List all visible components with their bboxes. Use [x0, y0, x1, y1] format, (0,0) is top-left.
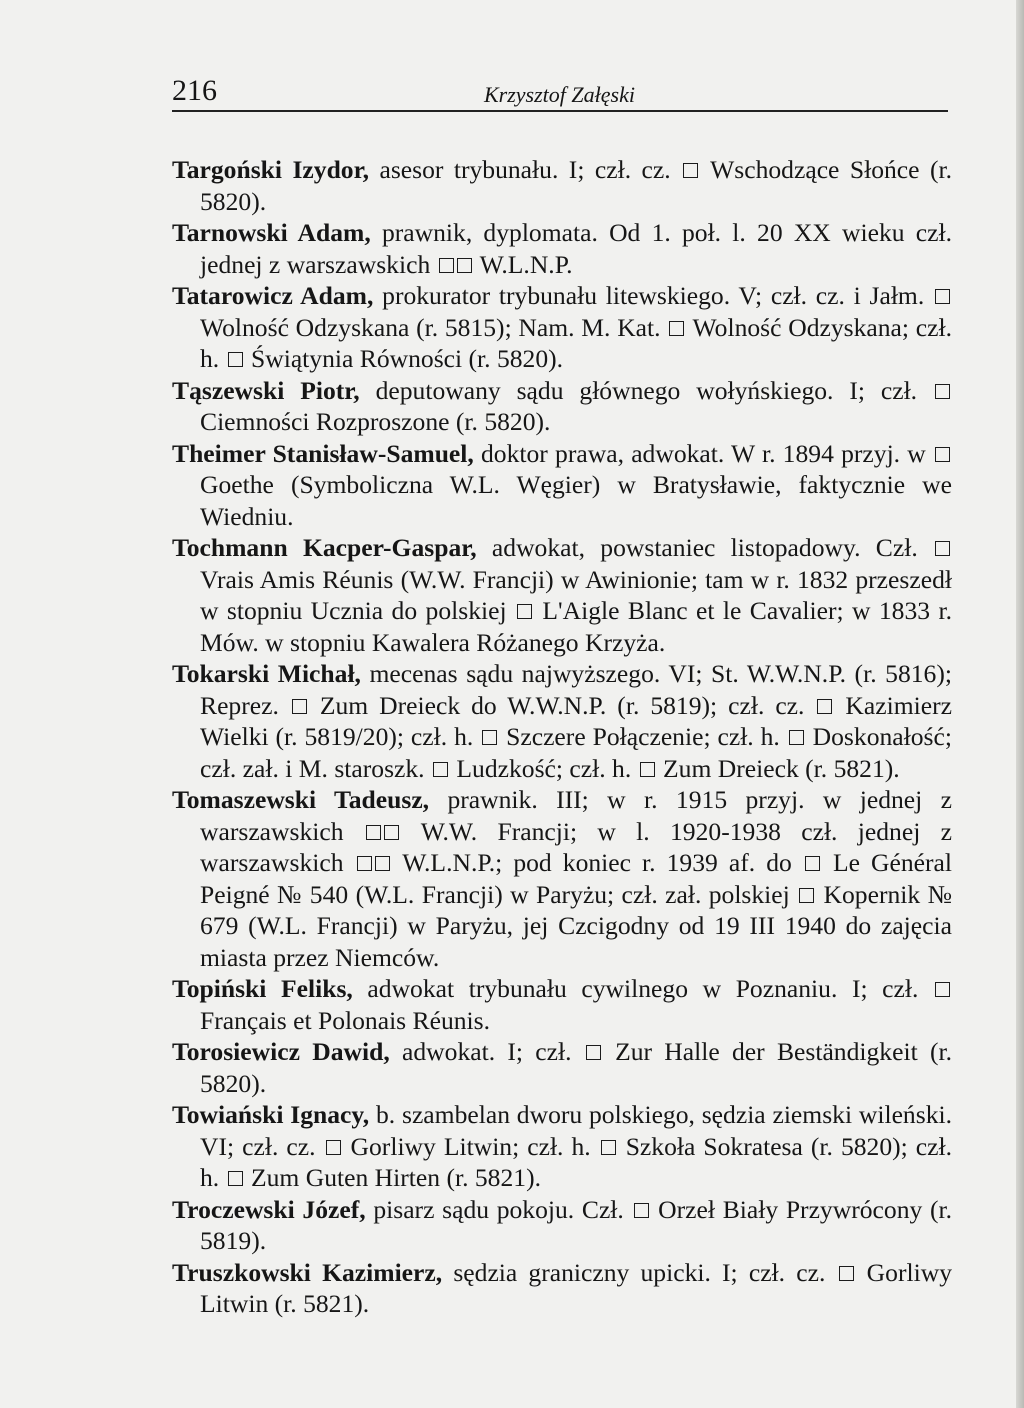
lodge-box-icon: [228, 1171, 243, 1186]
lodge-box-icon: [375, 856, 390, 871]
entry-text: Ludzkość; czł. h.: [449, 753, 638, 783]
entry-text: Vrais Amis Réunis (W.W. Francji) w Awinionie; tam w r. 1832 przeszedł w stopniu Ucznia do polskiej: [200, 564, 952, 625]
lodge-box-icon: [817, 699, 832, 714]
entry-text: deputowany sądu głównego wołyńskiego. I; czł.: [359, 375, 933, 405]
entry: [172, 1099, 952, 1194]
entry-text: W.L.N.P.: [473, 249, 573, 279]
lodge-box-icon: [517, 604, 532, 619]
entry-text: adwokat, powstaniec listopadowy. Czł.: [476, 533, 933, 562]
lodge-box-icon: [669, 321, 684, 336]
entry: [172, 154, 952, 217]
entry: [172, 784, 952, 973]
entry-text: pisarz sądu pokoju. Czł.: [365, 1194, 632, 1224]
lodge-box-icon: [586, 1045, 601, 1060]
lodge-box-icon: [384, 825, 399, 840]
entry-name: Tąszewski Piotr,: [172, 375, 360, 405]
lodge-box-icon: [839, 1266, 854, 1281]
lodge-box-icon: [433, 762, 448, 777]
entry-text: adwokat. I; czł.: [389, 1037, 584, 1066]
lodge-box-icon: [366, 825, 381, 840]
entry-text: doktor prawa, adwokat. W r. 1894 przyj. w: [473, 438, 933, 468]
entry-text: Wschodzące Słońce (r. 5820).: [200, 155, 952, 216]
lodge-box-icon: [799, 888, 814, 903]
entry-name: Tokarski Michał,: [172, 659, 361, 688]
entry: [172, 438, 952, 533]
lodge-box-icon: [935, 384, 950, 399]
entry-text: Gorliwy Litwin (r. 5821).: [200, 1257, 952, 1318]
entry-text: b. szambelan dworu polskiego, sędzia ziemski wileński. VI; czł. cz.: [200, 1100, 952, 1161]
lodge-box-icon: [805, 856, 820, 871]
entry-text: Zum Dreieck (r. 5821).: [656, 753, 900, 783]
entry-text: Wolność Odzyskana (r. 5815); Nam. M. Kat.: [200, 312, 668, 342]
lodge-box-icon: [326, 1140, 341, 1155]
entry-text: sędzia graniczny upicki. I; czł. cz.: [442, 1257, 837, 1287]
entry: [172, 1036, 952, 1099]
entry: [172, 658, 952, 784]
lodge-box-icon: [439, 258, 454, 273]
entry-text: Szkoła Sokratesa (r. 5820); czł. h.: [200, 1131, 953, 1192]
entry-name: Tarnowski Adam,: [172, 218, 371, 247]
entry-text: Le Général Peigné № 540 (W.L. Francji) w Paryżu; czł. zał. polskiej: [200, 848, 953, 909]
entry-name: Troczewski Józef,: [172, 1194, 366, 1224]
lodge-box-icon: [482, 730, 497, 745]
entry: [172, 375, 952, 438]
page-number: 216: [172, 74, 217, 107]
entry: [172, 280, 952, 375]
entry-text: Kopernik № 679 (W.L. Francji) w Paryżu, jej Czcigodny od 19 III 1940 do zajęcia miasta przez Niemców.: [200, 879, 952, 972]
entry-name: Tomaszewski Tadeusz,: [172, 785, 430, 814]
entry-text: Szczere Połączenie; czł. h.: [499, 722, 787, 751]
entry-text: adwokat trybunału cywilnego w Poznaniu. I; czł.: [352, 974, 933, 1003]
entry-name: Towiański Ignacy,: [172, 1100, 370, 1129]
lodge-box-icon: [601, 1140, 616, 1155]
entry-name: Tochmann Kacper-Gaspar,: [172, 533, 477, 562]
entry-text: prawnik. III; w r. 1915 przyj. w jednej z warszawskich: [200, 785, 952, 846]
entry-text: Goethe (Symboliczna W.L. Węgier) w Bratysławie, faktycznie we Wiedniu.: [200, 470, 952, 531]
entry-text: mecenas sądu najwyższego. VI; St. W.W.N.P. (r. 5816); Reprez.: [200, 659, 952, 720]
entry-name: Theimer Stanisław-Samuel,: [172, 438, 474, 468]
entry-text: Français et Polonais Réunis.: [200, 1005, 491, 1035]
dictionary-entries: [172, 154, 952, 1320]
entry-name: Topiński Feliks,: [172, 974, 353, 1003]
lodge-box-icon: [683, 163, 698, 178]
lodge-box-icon: [357, 856, 372, 871]
entry-text: Ciemności Rozproszone (r. 5820).: [200, 407, 551, 436]
entry-text: Zur Halle der Beständigkeit (r. 5820).: [200, 1037, 952, 1098]
page-header: [172, 72, 948, 112]
entry-text: prokurator trybunału litewskiego. V; czł. cz. i Jałm.: [373, 281, 933, 310]
lodge-box-icon: [935, 541, 950, 556]
lodge-box-icon: [640, 762, 655, 777]
entry-text: prawnik, dyplomata. Od 1. poł. l. 20 XX wieku czł. jednej z warszawskich: [200, 218, 952, 279]
entry-text: asesor trybunału. I; czł. cz.: [369, 155, 682, 184]
running-head: Krzysztof Załęski: [484, 82, 635, 107]
entry-text: L'Aigle Blanc et le Cavalier; w 1833 r. Mów. w stopniu Kawalera Różanego Krzyża.: [200, 596, 952, 657]
entry-text: Gorliwy Litwin; czł. h.: [342, 1131, 599, 1161]
entry-name: Truszkowski Kazimierz,: [172, 1257, 443, 1287]
lodge-box-icon: [634, 1203, 649, 1218]
entry-text: Doskonałość; czł. zał. i M. staroszk.: [200, 722, 952, 783]
lodge-box-icon: [935, 447, 950, 462]
lodge-box-icon: [292, 699, 307, 714]
entry-text: Wolność Odzyskana; czł. h.: [200, 312, 952, 373]
lodge-box-icon: [457, 258, 472, 273]
entry: [172, 1257, 952, 1320]
entry: [172, 973, 952, 1036]
entry-text: W.W. Francji; w l. 1920-1938 czł. jednej z warszawskich: [200, 816, 952, 877]
entry: [172, 1194, 952, 1257]
entry-text: Zum Guten Hirten (r. 5821).: [244, 1163, 541, 1192]
lodge-box-icon: [935, 982, 950, 997]
entry: [172, 532, 952, 658]
entry-name: Targoński Izydor,: [172, 155, 370, 184]
page-edge: [1016, 0, 1024, 1408]
lodge-box-icon: [789, 730, 804, 745]
entry-text: Kazimierz Wielki (r. 5819/20); czł. h.: [200, 690, 952, 751]
entry-text: Świątynia Równości (r. 5820).: [244, 344, 564, 373]
entry: [172, 217, 952, 280]
entry-text: Zum Dreieck do W.W.N.P. (r. 5819); czł. cz.: [308, 690, 816, 720]
entry-text: W.L.N.P.; pod koniec r. 1939 af. do: [391, 848, 803, 877]
lodge-box-icon: [935, 289, 950, 304]
entry-name: Torosiewicz Dawid,: [172, 1037, 390, 1066]
entry-text: Orzeł Biały Przywrócony (r. 5819).: [200, 1194, 952, 1255]
lodge-box-icon: [228, 352, 243, 367]
entry-name: Tatarowicz Adam,: [172, 281, 374, 310]
